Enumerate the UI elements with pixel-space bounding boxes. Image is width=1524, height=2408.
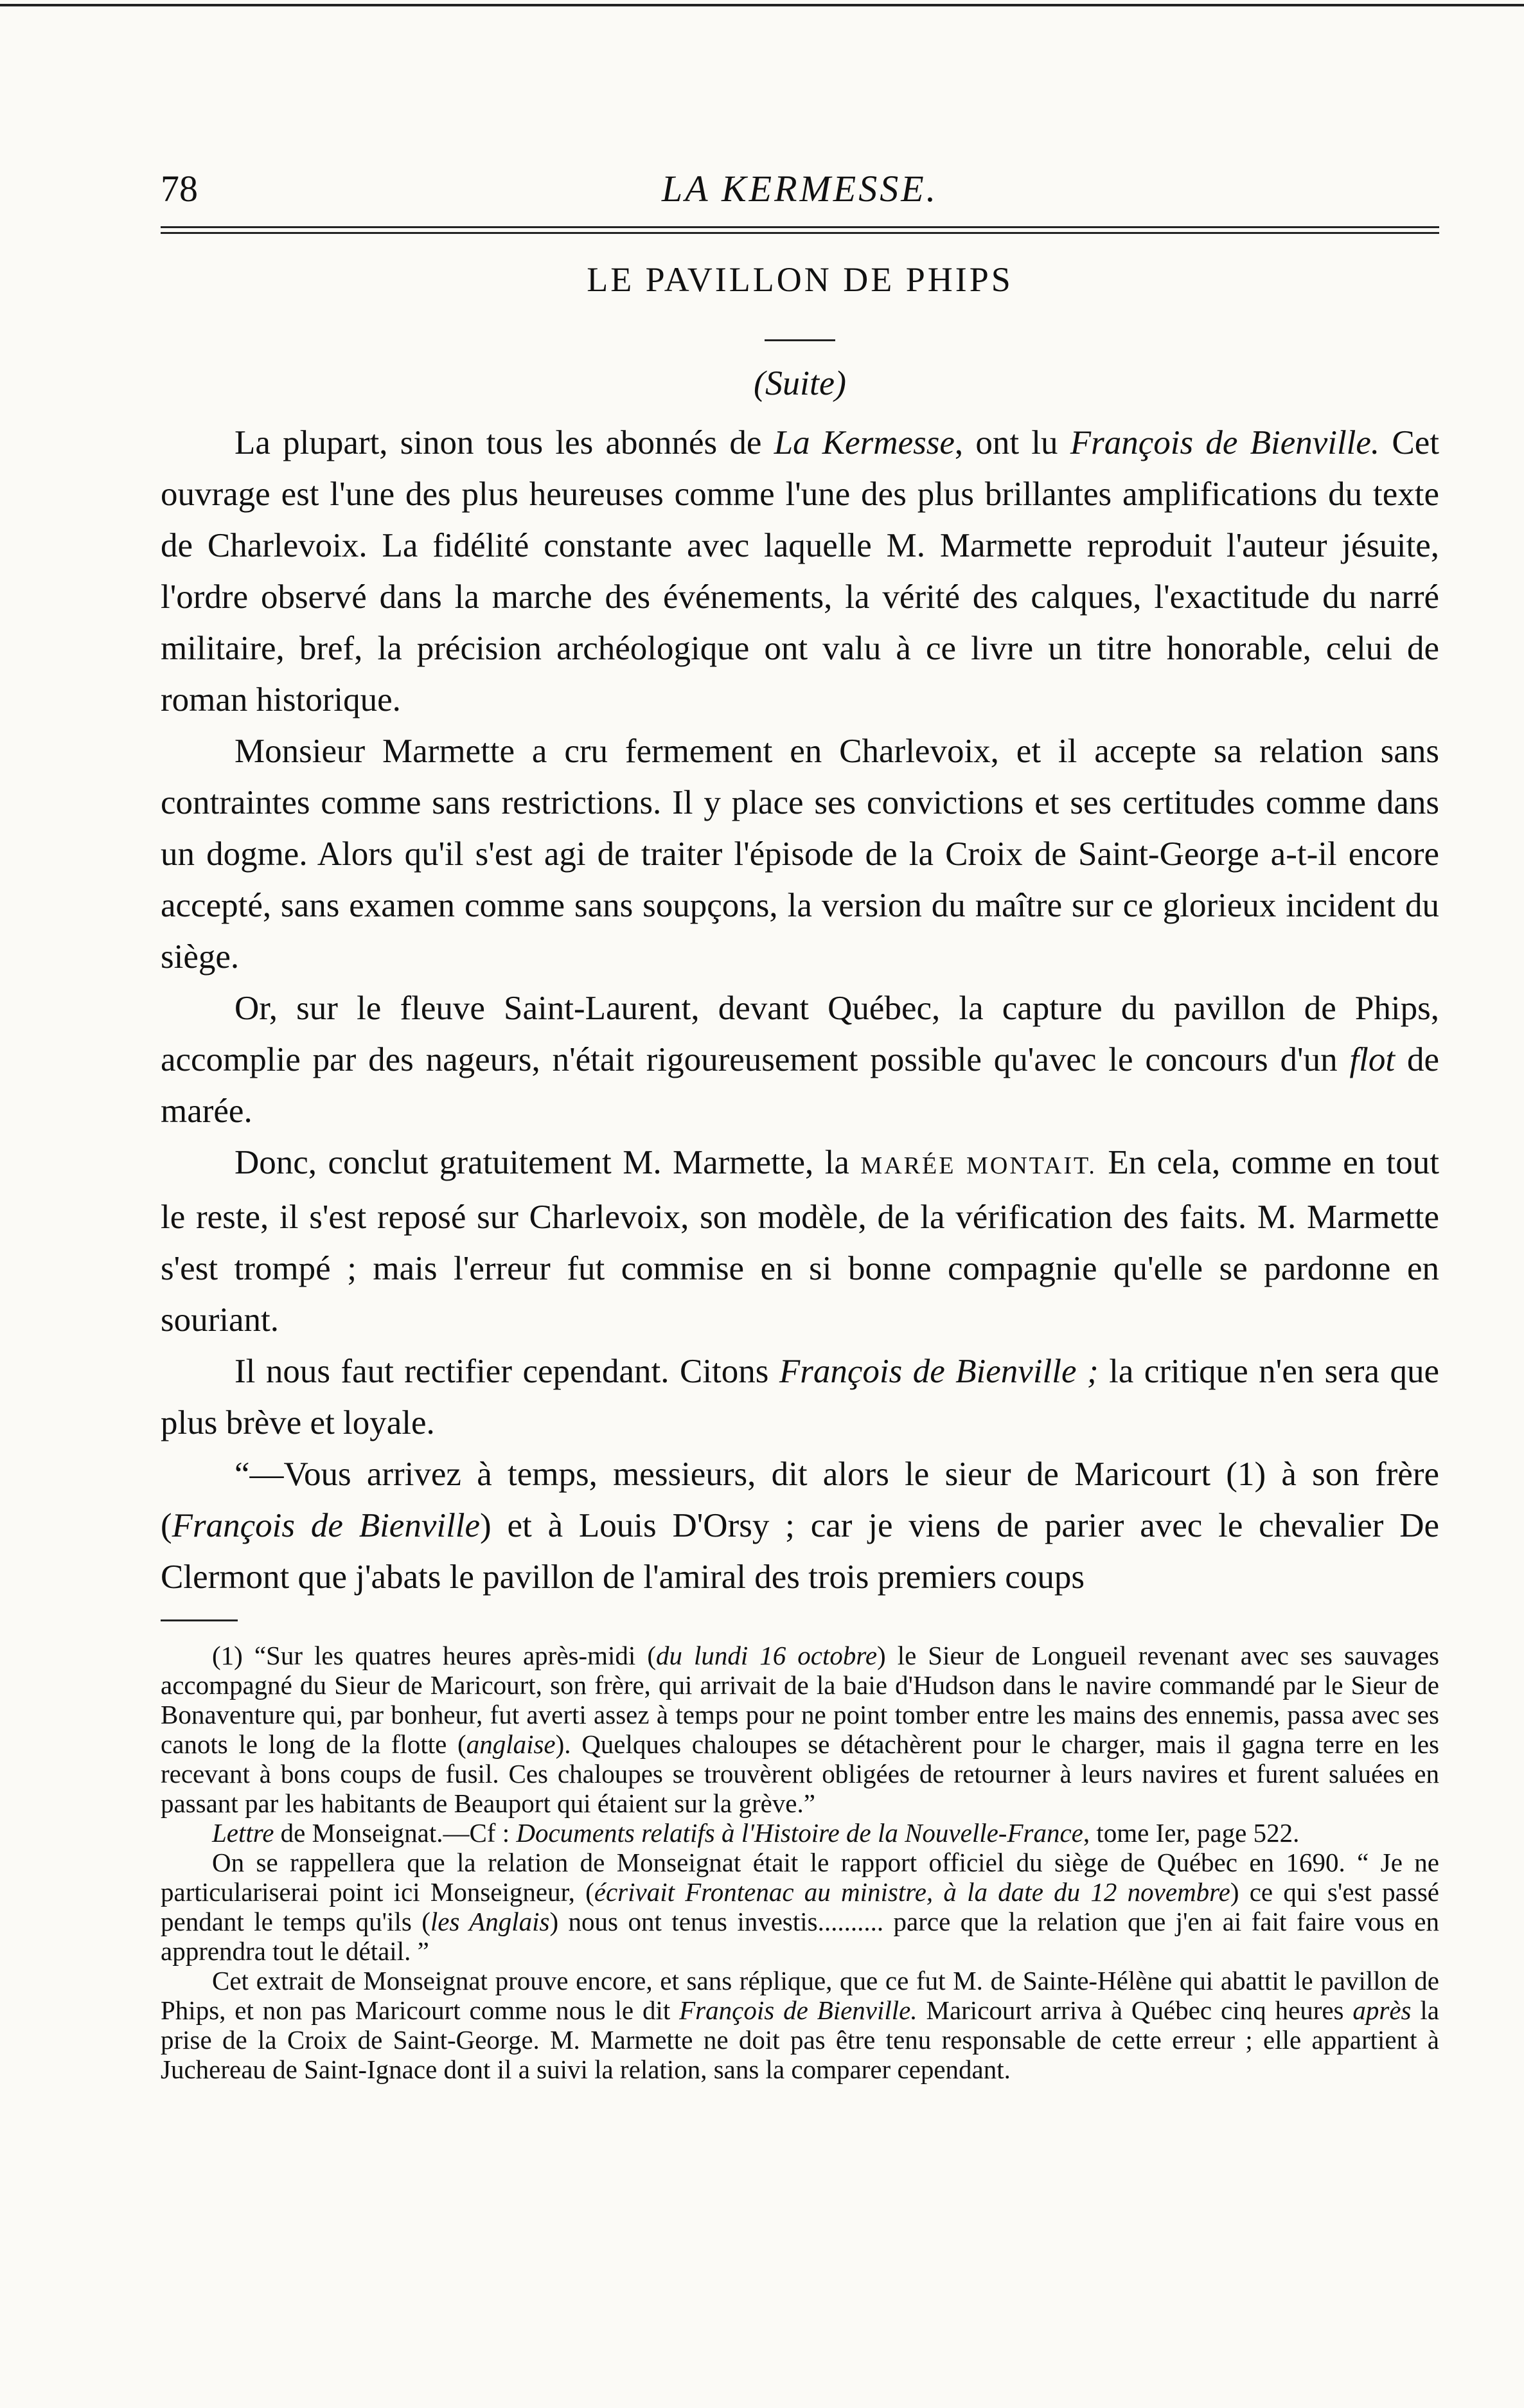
footnote-paragraph-text: On se rappellera que la relation de Monseignat était le rapport officiel du siège de Québec en 1690. “ Je ne particulariserai point ici Monseigneur, ( [161, 1848, 1439, 1907]
body-paragraph-text: François de Bienville. [1070, 424, 1380, 461]
footnote-paragraph-text: anglaise [466, 1729, 556, 1759]
body-paragraph-text: , ont lu [954, 424, 1070, 461]
footnote-paragraph-text: Documents relatifs à l'Histoire de la Nouvelle-France [516, 1818, 1083, 1848]
footnote-paragraph [161, 1848, 1439, 1966]
body-paragraph-text: Donc, conclut gratuitement M. Marmette, la [235, 1144, 861, 1181]
footnote-paragraph [161, 1818, 1439, 1848]
article-title: LE PAVILLON DE PHIPS [587, 260, 1013, 299]
footnote-paragraph-text: (1) “Sur les quatres heures après-midi ( [212, 1641, 656, 1670]
page-header [161, 154, 1439, 225]
body-paragraph [161, 983, 1439, 1137]
running-title: LA KERMESSE. [661, 168, 939, 210]
body-paragraph-text: Il nous faut rectifier cependant. Citons [235, 1353, 779, 1390]
body-paragraph-text: La plupart, sinon tous les abonnés de [235, 424, 774, 461]
body-paragraph-text: François de Bienville ; [779, 1353, 1099, 1390]
body-paragraph-text: Cet ouvrage est l'une des plus heureuses comme l'une des plus brillantes amplifications du texte de Charlevoix. La fidélité constante avec laquelle M. Marmette reproduit l'auteur jésuite, l'ordre observé dans la marche des événements, la vérité des calques, l'exactitude du narré militaire, bref, la précision archéologique ont valu à ce livre un titre honorable, celui de roman historique. [161, 424, 1440, 718]
footnote-paragraph-text: la prise de la Croix de Saint-George. M. Marmette ne doit pas être tenu responsable de cette erreur ; elle appartient à Juchereau de Saint-Ignace dont il a suivi la relation, sans la comparer cependant. [161, 1995, 1439, 2084]
footnote-paragraph [161, 1966, 1439, 2084]
body-paragraph-text: MARÉE MONTAIT. [860, 1152, 1097, 1179]
footnote-paragraph [161, 1641, 1439, 1818]
footnote-paragraph-text: écrivait Frontenac au ministre, à la date du 12 novembre [594, 1877, 1230, 1907]
footnote-paragraph-text: ) ce qui s'est passé pendant le temps qu'ils ( [161, 1877, 1439, 1936]
book-page [161, 154, 1439, 2084]
footnote-paragraph-text: ) le Sieur de Longueil revenant avec ses sauvages accompagné du Sieur de Maricourt, son frère, qui arrivait de la baie d'Hudson dans le navire commandé par le Sieur de Bonaventure qui, par bonheur, fut averti assez à temps pour ne point tomber entre les mains des ennemis, passa avec ses canots le long de la flotte ( [161, 1641, 1439, 1759]
footnotes [161, 1641, 1439, 2084]
header-rule-double [161, 232, 1439, 234]
body-paragraph-text: La Kermesse [774, 424, 955, 461]
footnote-paragraph-text: Lettre [212, 1818, 274, 1848]
body-paragraph-text: la critique n'en sera que plus brève et loyale. [161, 1353, 1439, 1441]
article-body [161, 417, 1439, 1603]
top-border-line [0, 4, 1524, 6]
page-number: 78 [161, 168, 198, 210]
header-rule [161, 226, 1439, 228]
footnote-paragraph-text: Cet extrait de Monseignat prouve encore, et sans réplique, que ce fut M. de Sainte-Hélène qui abattit le pavillon de Phips, et non pas Maricourt comme nous le dit [161, 1966, 1439, 2025]
body-paragraph-text: Or, sur le fleuve Saint-Laurent, devant Québec, la capture du pavillon de Phips, accomplie par des nageurs, n'était rigoureusement possible qu'avec le concours d'un [161, 990, 1439, 1078]
footnote-paragraph-text: les Anglais [430, 1907, 550, 1936]
body-paragraph [161, 1449, 1439, 1603]
footnote-paragraph-text: de Monseignat.—Cf : [274, 1818, 517, 1848]
footnote-paragraph-text: , tome Ier, page 522. [1083, 1818, 1300, 1848]
body-paragraph-text: flot [1349, 1041, 1396, 1078]
footnote-paragraph-text: Maricourt arriva à Québec cinq heures [917, 1995, 1353, 2025]
body-paragraph-text: François de Bienville [172, 1507, 481, 1544]
body-paragraph-text: Monsieur Marmette a cru fermement en Charlevoix, et il accepte sa relation sans contraintes comme sans restrictions. Il y place ses convictions et ses certitudes comme dans un dogme. Alors qu'il s'est agi de traiter l'épisode de la Croix de Saint-George a-t-il encore accepté, sans examen comme sans soupçons, la version du maître sur ce glorieux incident du siège. [161, 733, 1439, 976]
footnote-paragraph-text: du lundi 16 octobre [655, 1641, 878, 1670]
footnote-paragraph-text: ) nous ont tenus investis.......... parce que la relation que j'en ai fait faire vous en apprendra tout le détail. ” [161, 1907, 1439, 1966]
body-paragraph-text: “—Vous arrivez à temps, messieurs, dit alors le sieur de Maricourt (1) à son frère ( [161, 1456, 1439, 1544]
footnote-paragraph-text: François de Bienville. [679, 1995, 917, 2025]
body-paragraph-text: ) et à Louis D'Orsy ; car je viens de parier avec le chevalier De Clermont que j'abats le pavillon de l'amiral des trois premiers coups [161, 1507, 1439, 1596]
body-paragraph-text: de marée. [161, 1041, 1439, 1130]
footnote-paragraph-text: ). Quelques chaloupes se détachèrent pour le charger, mais il gagna terre en les recevant à bons coups de fusil. Ces chaloupes se trouvèrent obligées de retourner à leurs navires et furent saluées en passant par les habitants de Beauport qui étaient sur la grève.” [161, 1729, 1440, 1818]
body-paragraph [161, 726, 1439, 983]
body-paragraph [161, 1346, 1439, 1449]
body-paragraph [161, 417, 1439, 726]
footnote-separator [161, 1619, 238, 1621]
footnote-paragraph-text: après [1352, 1995, 1412, 2025]
body-paragraph-text: En cela, comme en tout le reste, il s'est reposé sur Charlevoix, son modèle, de la vérification des faits. M. Marmette s'est trompé ; mais l'erreur fut commise en si bonne compagnie qu'elle se pardonne en souriant. [161, 1144, 1439, 1339]
body-paragraph [161, 1137, 1439, 1346]
article-subtitle: (Suite) [754, 364, 846, 402]
title-divider [765, 339, 835, 341]
